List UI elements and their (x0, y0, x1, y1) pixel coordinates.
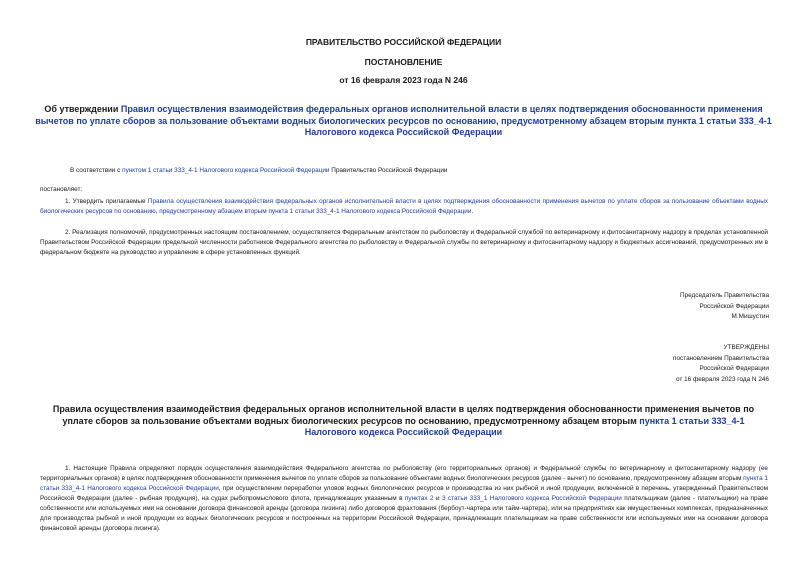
decrees-word: постановляет: (40, 186, 83, 193)
decree-title-link[interactable]: Правил осуществления взаимодействия федеральных органов исполнительной власти в целях подтверждения обоснованности применения вычетов по уплате сборов за пользование объектами водных биологических ресурсов по основанию, предусмотренному абзацем вторым пункта 1 статьи 333_4-1 Налогового кодекса Российской Федерации (35, 104, 772, 137)
rules-title-text: Правила осуществления взаимодействия федеральных органов исполнительной власти в целях подтверждения обоснованности применения вычетов по уплате сборов за пользование объектами водных биологических ресурсов по основанию, предусмотренному абзацем вторым (52, 404, 755, 426)
rule-1-part-3: и (433, 495, 442, 502)
item-1-prefix: 1. Утвердить прилагаемые (65, 198, 148, 205)
document-type: ПОСТАНОВЛЕНИЕ (364, 57, 443, 67)
preamble (70, 166, 770, 176)
approval-line-4: от 16 февраля 2023 года N 246 (676, 375, 769, 383)
item-1 (40, 197, 768, 217)
preamble-suffix: Правительство Российской Федерации (329, 167, 448, 174)
item-2: 2. Реализация полномочий, предусмотренных настоящим постановлением, осуществляется Федеральным агентством по рыболовству и Федеральной службой по ветеринарному и фитосанитарному надзору в пределах установленной Правительством Российской Федерации предельной численности работников Федерального агентства по рыболовству и Федеральной службы по ветеринарному и фитосанитарному надзору и бюджетных ассигнований, предусмотренных им в федеральном бюджете на руководство и управление в сфере установленных функций. (40, 229, 768, 256)
rule-1-link-2[interactable]: пунктах 2 (404, 495, 434, 502)
rule-1-link-3[interactable]: 3 статьи 333_1 Налогового кодекса Российской Федерации (441, 495, 622, 502)
rules-title (38, 404, 769, 439)
document-date-number: от 16 февраля 2023 года N 246 (339, 75, 468, 85)
signature-name: М.Мишустин (731, 313, 769, 320)
rule-1 (40, 464, 768, 534)
rule-1-part-4: плательщикам (далее - плательщики) на праве собственности или используемых ими на основании договора финансовой аренды (договора лизинга) либо договоров фрахтования (бербоут-чартера или тайм-чартера), или на предприятиях как имущественных комплексах, предназначенных для производства рыбной и иной продукции из водных биологических ресурсов и построенных на территории Российской Федерации, принадлежащих плательщикам на праве собственности или используемых ими на основании договора финансовой аренды (договора лизинга). (40, 495, 768, 532)
government-heading: ПРАВИТЕЛЬСТВО РОССИЙСКОЙ ФЕДЕРАЦИИ (305, 37, 502, 47)
rule-1-part-1: 1. Настоящие Правила определяют порядок осуществления взаимодействия Федерального агентства по рыболовству (его территориальных органов) и Федеральной службы по ветеринарному и фитосанитарному надзору (ее территориальных органов) в целях подтверждения обоснованности применения вычетов по уплате сборов за пользование объектами водных биологических ресурсов (далее - вычет) по основанию, предусмотренному абзацем вторым (40, 465, 768, 482)
approval-line-2: постановлением Правительства (673, 354, 769, 362)
approval-word: УТВЕРЖДЕНЫ (723, 344, 769, 351)
approval-block (673, 343, 769, 385)
rule-1-link-1[interactable]: пункта 1 статьи 333_4-1 Налогового кодекса Российской Федерации (40, 475, 768, 492)
decree-title-prefix: Об утверждении (44, 104, 121, 114)
item-1-suffix: . (471, 208, 474, 215)
rule-1-part-2: , при осуществлении переработки уловов водных биологических ресурсов и производства из них рыбной и иной продукции, включенной в перечень, утвержденный Правительством Российской Федерации (далее - рыбная продукция), на судах рыбопромыслового флота, принадлежащих указанным в (40, 485, 768, 502)
signature-block (680, 291, 769, 323)
rules-title-link[interactable]: пункта 1 статьи 333_4-1 Налогового кодекса Российской Федерации (304, 415, 745, 437)
preamble-link[interactable]: пунктом 1 статьи 333_4-1 Налогового кодекса Российской Федерации (122, 167, 330, 174)
item-1-link[interactable]: Правила осуществления взаимодействия федеральных органов исполнительной власти в целях подтверждения обоснованности применения вычетов по уплате сборов за пользование объектами водных биологических ресурсов по основанию, предусмотренному абзацем вторым пункта 1 статьи 333_4-1 Налогового кодекса Российской Федерации (40, 198, 768, 215)
signature-position-2: Российской Федерации (699, 302, 769, 310)
decree-title (30, 104, 777, 139)
signature-position-1: Председатель Правительства (680, 292, 769, 299)
preamble-prefix: В соответствии с (70, 167, 123, 174)
approval-line-3: Российской Федерации (699, 365, 769, 372)
